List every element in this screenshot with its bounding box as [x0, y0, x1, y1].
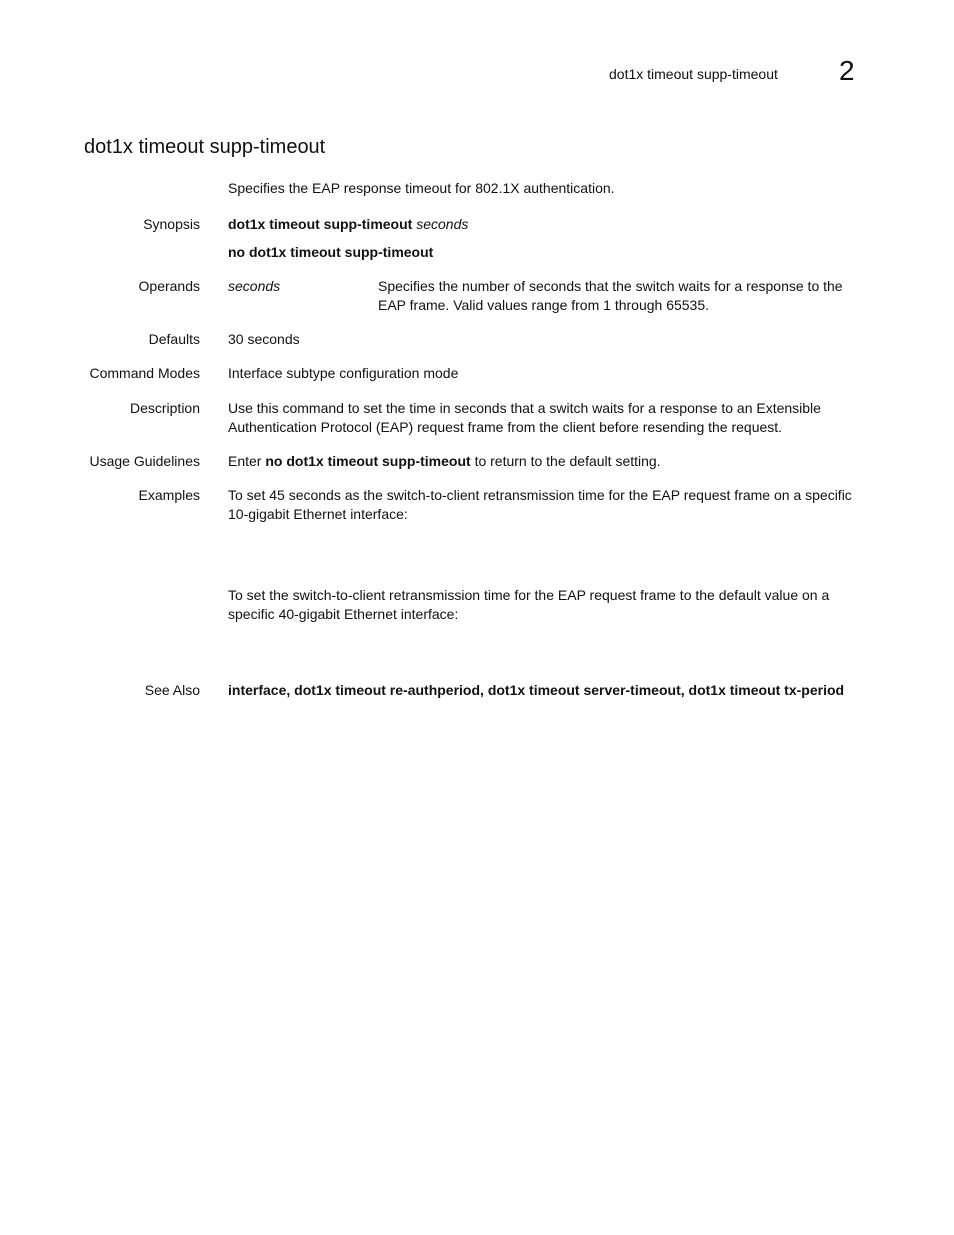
running-header-title: dot1x timeout supp-timeout [609, 66, 778, 82]
see-also-label: See Also [144, 682, 200, 698]
command-summary: Specifies the EAP response timeout for 802.1X authentication. [228, 180, 615, 196]
operand-description: Specifies the number of seconds that the switch waits for a response to the EAP frame. Valid values range from 1 through 65535. [378, 278, 843, 313]
synopsis-label: Synopsis [143, 216, 200, 232]
synopsis-command: dot1x timeout supp-timeout [228, 216, 413, 232]
operand-name: seconds [228, 278, 281, 294]
defaults-text: 30 seconds [228, 331, 300, 347]
operands-label: Operands [138, 278, 200, 294]
example-2-text: To set the switch-to-client retransmission time for the EAP request frame to the default value on a specific 40-gigabit Ethernet interface: [228, 587, 830, 622]
synopsis-syntax [228, 216, 468, 232]
command-modes-label: Command Modes [89, 365, 200, 381]
page-title: dot1x timeout supp-timeout [84, 136, 326, 158]
chapter-number: 2 [839, 55, 855, 86]
synopsis-no-form: no dot1x timeout supp-timeout [228, 244, 434, 260]
description-text: Use this command to set the time in seconds that a switch waits for a response to an Extensible Authentication Protocol (EAP) request frame from the client before resending the request. [228, 400, 821, 435]
usage-guidelines-label: Usage Guidelines [89, 453, 200, 469]
description-label: Description [129, 400, 200, 416]
example-1-text: To set 45 seconds as the switch-to-client retransmission time for the EAP request frame on a specific 10-gigabit Ethernet interface: [228, 487, 852, 522]
see-also-links: interface, dot1x timeout re-authperiod, dot1x timeout server-timeout, dot1x timeout tx-period [228, 682, 845, 698]
usage-guidelines-text: Enter no dot1x timeout supp-timeout to return to the default setting. [228, 453, 661, 469]
usage-guidelines-command: no dot1x timeout supp-timeout [265, 453, 471, 469]
examples-label: Examples [138, 487, 200, 503]
synopsis-argument: seconds [416, 216, 469, 232]
defaults-label: Defaults [148, 331, 200, 347]
command-modes-text: Interface subtype configuration mode [228, 365, 459, 381]
